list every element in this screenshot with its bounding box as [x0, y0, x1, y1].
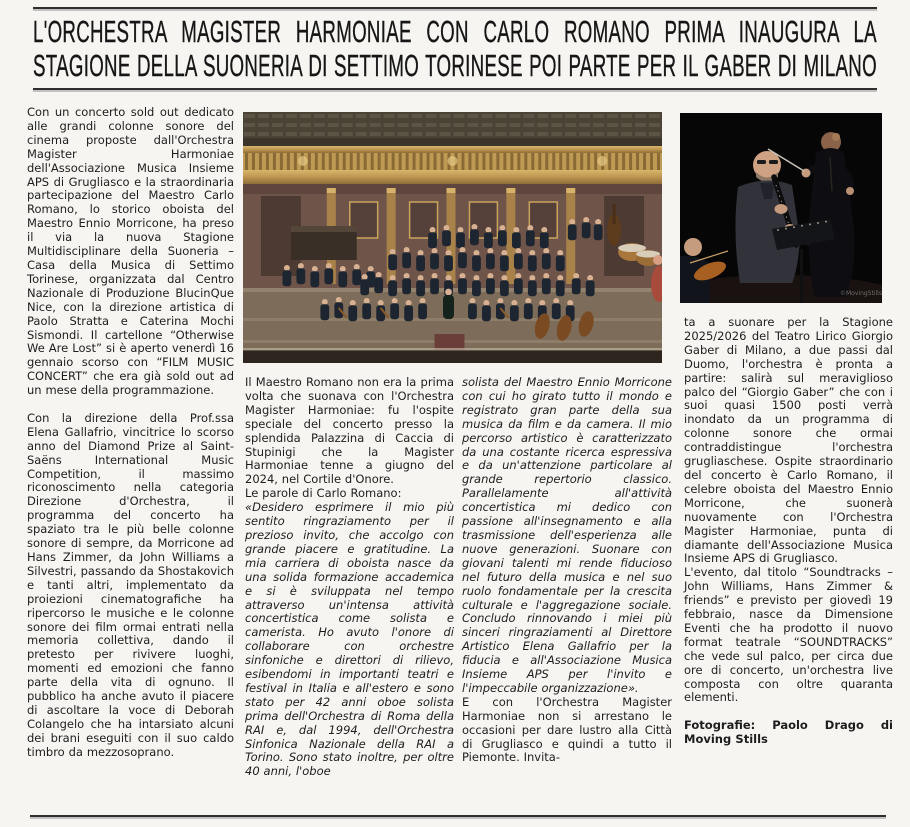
text-column-2: [245, 376, 454, 779]
paragraph-romano-quote-2: solista del Maestro Ennio Morricone con cui ho girato tutto il mondo e registrato gran parte della sua musica da film e da camera. Il mio percorso artistico è caratterizzato da una costante ricerca espressiva e da un'attenzione particolare al grande repertorio classico. Parallelamente all'attività concertistica mi dedico con passione all'insegnamento e alla trasmissione dell'esperienza alle nuove generazioni. Suonare con giovani talenti mi rende fiducioso nel futuro della musica e nel suo ruolo fondamentale per la crescita culturale e l'aggregazione sociale. Concludo rinnovando i miei più sinceri ringraziamenti al Direttore Artistico Elena Gallafrio per la fiducia e all'Associazione Musica Insieme APS per l'invito e l'impeccabile organizzazione».: [462, 375, 672, 695]
paragraph-intro: Con un concerto sold out dedicato alle grandi colonne sonore del cinema proposte dall'Orchestra Magister Harmoniae dell'Associazione Musica Insieme APS di Grugliasco e la straordinaria partecipazione del Maestro Carlo Romano, lo storico oboista del Maestro Ennio Morricone, ha preso il via la nuova Stagione Multidisciplinare della Suoneria – Casa della Musica di Settimo Torinese, organizzata dal Centro Nazionale di Produzione BlucinQue Nice, con la direzione artistica di Paolo Stratta e Caterina Mochi Sismondi. Il cartellone “Otherwise We Are Lost” si è aperto venerdì 16 gennaio scorso con “FILM MUSIC CONCERT” che era già sold out ad un mese della programmazione.: [27, 105, 234, 398]
photo-watermark: ©MovingStills: [840, 290, 882, 297]
headline-line-2: STAGIONE DELLA SUONERIA DI SETTIMO TORINESE POI PARTE PER IL GABER DI MILANO: [33, 48, 877, 83]
bottom-rule: [30, 815, 886, 817]
top-rule: [33, 7, 877, 9]
photo-credit: Fotografie: Paolo Drago di Moving Stills: [684, 718, 893, 747]
paragraph-romano-quote-1: «Desidero esprimere il mio più sentito ringraziamento per il prezioso invito, che accolgo con grande piacere e gratitudine. La mia carriera di oboista nasce da una solida formazione accademica e si è sviluppata nel tempo attraverso un'intensa attività concertistica come solista e camerista. Ho avuto l'onore di collaborare con orchestre sinfoniche e direttori di rilievo, esibendomi in importanti teatri e festival in Italia e all'estero e sono stato per 42 anni oboe solista prima dell'Orchestra di Roma della RAI e, dal 1994, dell'Orchestra Sinfonica Nazionale della RAI a Torino. Sono stato inoltre, per oltre 40 anni, l'oboe: [245, 500, 454, 779]
text-column-4: [684, 316, 893, 747]
soloist-photo-illustration: [680, 113, 882, 303]
orchestra-photo-illustration: [243, 112, 662, 363]
paragraph-event-details: L'evento, dal titolo “Soundtracks – John Williams, Hans Zimmer & friends” e previsto per giovedì 19 febbraio, nasce da Dimensione Eventi che ha prodotto il nuovo format teatrale “SOUNDTRACKS” che vede sul palco, per circa due ore di concerto, un'orchestra live composta con oltre quaranta elementi.: [684, 565, 893, 705]
text-column-3: [462, 376, 672, 765]
paragraph-gaber-season: ta a suonare per la Stagione 2025/2026 del Teatro Lirico Giorgio Gaber di Milano, a due passi dal Duomo, l'orchestra è pronta a partire: salirà sul meraviglioso palco del “Giorgio Gaber” che con i suoi quasi 1500 posti verrà inondato da un programma di colonne sonore che ormai contraddistingue l'orchestra grugliaschese. Ospite straordinario del concerto è Carlo Romano, il celebre oboista del Maestro Ennio Morricone, che suonerà nuovamente con l'Orchestra Magister Harmoniae, punta di diamante dell'Associazione Musica Insieme APS di Grugliasco.: [684, 315, 893, 566]
headline-bottom-rule: [33, 88, 877, 90]
soloist-photo: [680, 113, 882, 303]
article-headline: [33, 15, 877, 85]
paragraph-maestro-romano: Il Maestro Romano non era la prima volta che suonava con l'Orchestra Magister Harmoniae: fu l'ospite speciale del concerto presso la splendida Palazzina di Caccia di Stupinigi che la Magister Harmoniae tenne a giugno del 2024, nel Cortile d'Onore.: [245, 375, 454, 487]
paragraph-direction: Con la direzione della Prof.ssa Elena Gallafrio, vincitrice lo scorso anno del Diamond Prize al Saint-Saëns International Music Competition, il massimo riconoscimento nella categoria Direzione d'Orchestra, il programma del concerto ha spaziato tra le più belle colonne sonore di sempre, da Morricone ad Hans Zimmer, da John Williams a Silvestri, passando da Shostakovich e tanti altri, implementato da proiezioni cinematografiche ha ripercorso le musiche e le colonne sonore dei film ormai entrati nella memoria collettiva, dando il pretesto per rivivere luoghi, momenti ed emozioni che fanno parte della vita di ognuno. Il pubblico ha anche avuto il piacere di ascoltare la voce di Deborah Colangelo che ha intarsiato alcuni dei brani eseguiti con il suo caldo timbro da mezzosoprano.: [27, 410, 234, 759]
headline-line-1: L'ORCHESTRA MAGISTER HARMONIAE CON CARLO ROMANO PRIMA INAUGURA LA: [33, 14, 877, 49]
paragraph-quote-lead: Le parole di Carlo Romano:: [245, 486, 402, 501]
text-column-1: [27, 106, 234, 760]
paragraph-orchestra-future: E con l'Orchestra Magister Harmoniae non si arrestano le occasioni per dare lustro alla Città di Grugliasco e quindi a tutto il Piemonte. Invita-: [462, 694, 672, 765]
orchestra-photo: [243, 112, 662, 363]
